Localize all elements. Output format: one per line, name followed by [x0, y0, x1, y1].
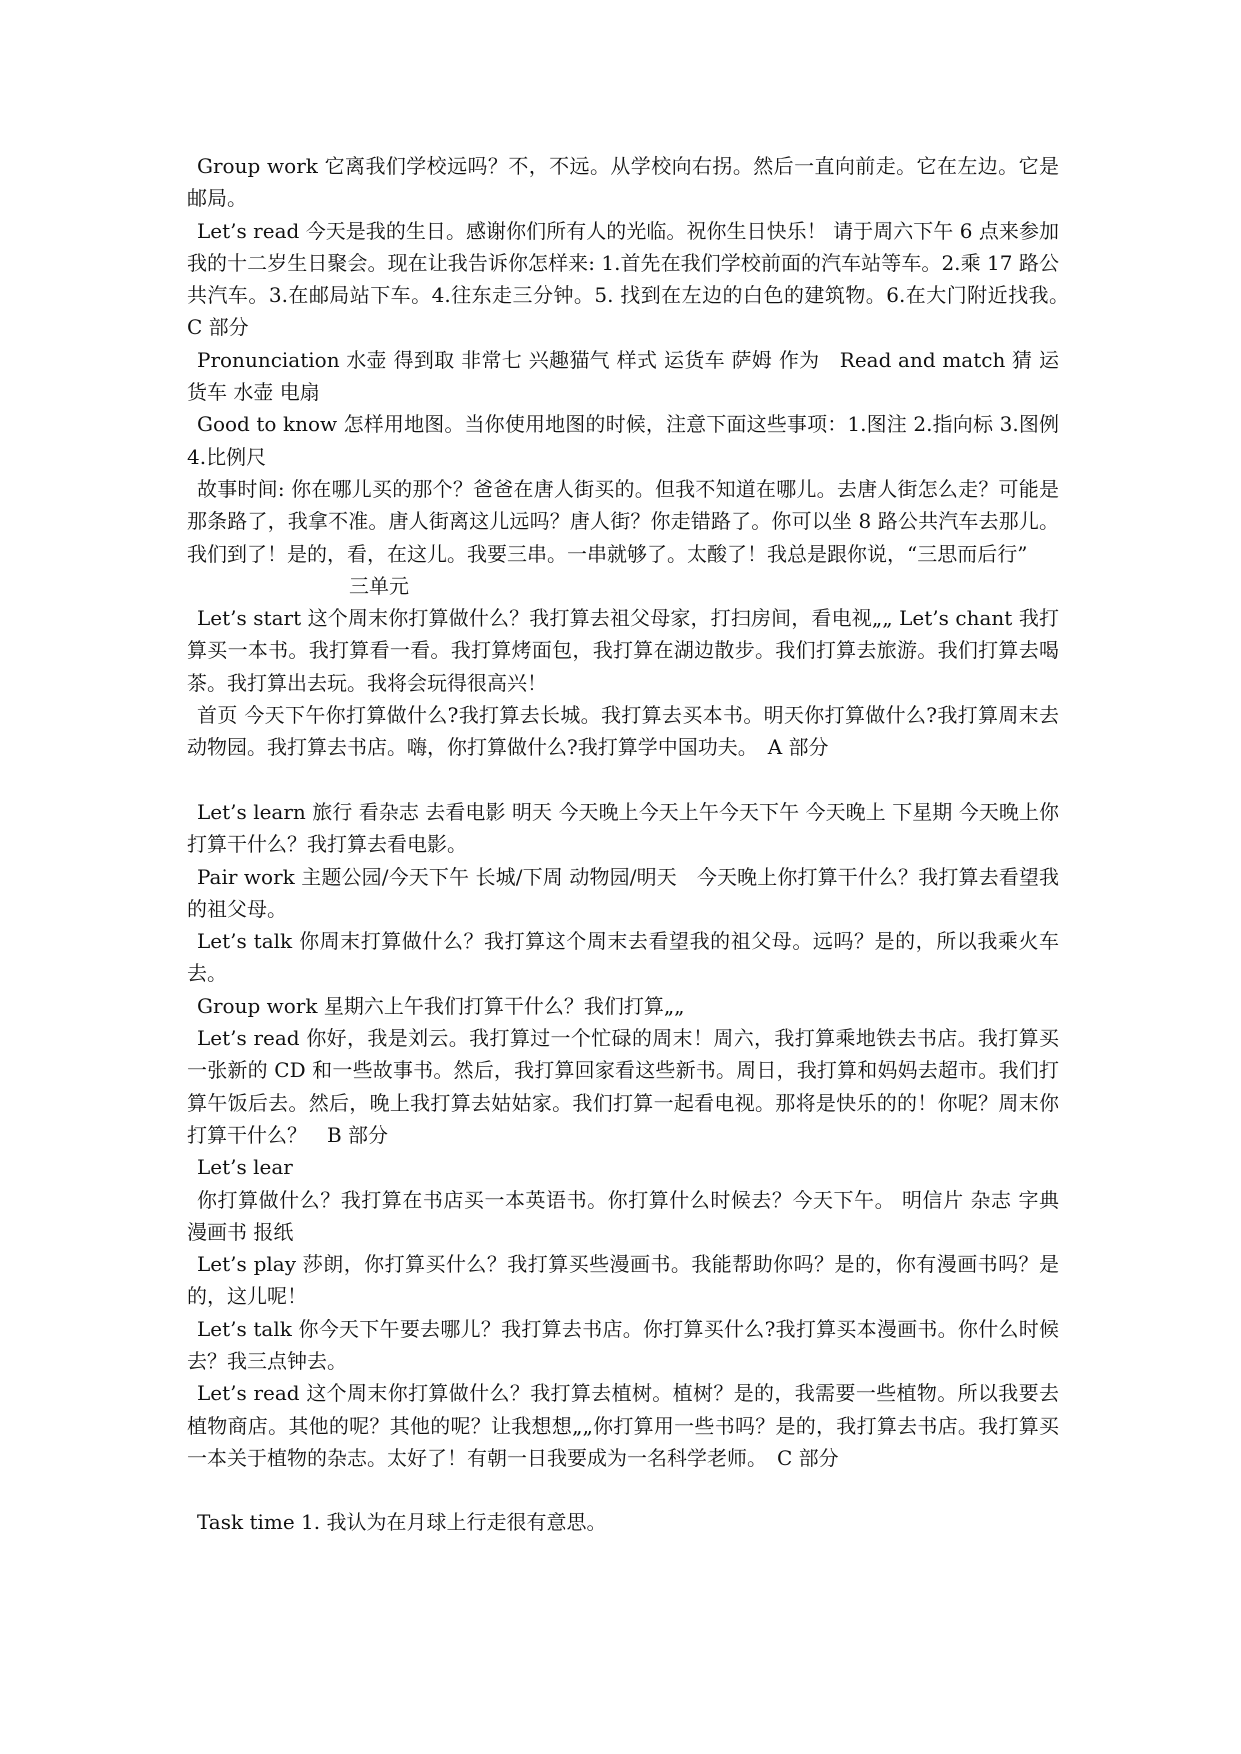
paragraph-pronunciation: Pronunciation 水壶 得到取 非常七 兴趣猫气 样式 运货车 萨姆 作为 Read and match 猜 运货车 水壶 电扇: [187, 347, 1059, 405]
paragraph-lets-talk-weekend: Let’s talk 你周末打算做什么？我打算这个周末去看望我的祖父母。远吗？是的，所以我乘火车去。: [187, 929, 1059, 986]
paragraph-lets-talk-bookstore: Let’s talk 你今天下午要去哪儿？我打算去书店。你打算买什么?我打算买本漫画书。你什么时候去？我三点钟去。: [187, 1316, 1059, 1373]
document-body: [187, 150, 1079, 1539]
blank-line: [187, 764, 1059, 796]
paragraph-lets-play: Let’s play 莎朗，你打算买什么？我打算买些漫画书。我能帮助你吗？是的，你有漫画书吗？是的，这儿呢！: [187, 1252, 1059, 1309]
paragraph-lets-start: Let’s start 这个周末你打算做什么？我打算去祖父母家，打扫房间，看电视„„ Let’s chant 我打算买一本书。我打算看一看。我打算烤面包，我打算在湖边散步。我们打算去旅游。我们打算去喝茶。我打算出去玩。我将会玩得很高兴！: [187, 606, 1059, 695]
paragraph-lets-learn: Let’s learn 旅行 看杂志 去看电影 明天 今天晚上今天上午今天下午 今天晚上 下星期 今天晚上你打算干什么？我打算去看电影。: [187, 799, 1059, 857]
paragraph-group-work-post-office: Group work 它离我们学校远吗？不，不远。从学校向右拐。然后一直向前走。它在左边。它是邮局。: [187, 154, 1059, 211]
unit-heading: 三单元: [349, 573, 409, 598]
paragraph-good-to-know: Good to know 怎样用地图。当你使用地图的时候，注意下面这些事项：1.图注 2.指向标 3.图例 4.比例尺: [187, 412, 1059, 469]
paragraph-task-time: Task time 1. 我认为在月球上行走很有意思。: [197, 1510, 607, 1535]
paragraph-group-work-saturday: Group work 星期六上午我们打算干什么？我们打算„„: [197, 993, 685, 1018]
paragraph-home-page: 首页 今天下午你打算做什么?我打算去长城。我打算去买本书。明天你打算做什么?我打算周末去动物园。我打算去书店。嗨，你打算做什么?我打算学中国功夫。 A 部分: [187, 703, 1059, 760]
blank-line: [187, 1474, 1059, 1506]
paragraph-lets-read-plants: Let’s read 这个周末你打算做什么？我打算去植树。植树？是的，我需要一些植物。所以我要去植物商店。其他的呢？其他的呢？让我想想„„你打算用一些书吗？是的，我打算去书店。我打算买一本关于植物的杂志。太好了！有朝一日我要成为一名科学老师。 C 部分: [187, 1381, 1059, 1470]
paragraph-lets-read-liu-yun: Let’s read 你好，我是刘云。我打算过一个忙碌的周末！周六，我打算乘地铁去书店。我打算买一张新的 CD 和一些故事书。然后，我打算回家看这些新书。周日，我打算和妈妈去超市。我们打算午饭后去。然后，晚上我打算去姑姑家。我们打算一起看电视。那将是快乐的的！你呢？周末你打算干什么？ B 部分: [187, 1026, 1059, 1147]
paragraph-lets-lear: Let’s lear: [197, 1155, 293, 1180]
paragraph-what-to-do: 你打算做什么？我打算在书店买一本英语书。你打算什么时候去？今天下午。 明信片 杂志 字典 漫画书 报纸: [187, 1187, 1059, 1244]
paragraph-lets-read-birthday: Let’s read 今天是我的生日。感谢你们所有人的光临。祝你生日快乐！ 请于周六下午 6 点来参加我的十二岁生日聚会。现在让我告诉你怎样来: 1.首先在我们学校前面的汽车站等车。2.乘 17 路公共汽车。3.在邮局站下车。4.往东走三分钟。5. 找到在左边的白色的建筑物。6.在大门附近找我。 C 部分: [187, 218, 1079, 340]
paragraph-story-time: 故事时间: 你在哪儿买的那个？爸爸在唐人街买的。但我不知道在哪儿。去唐人街怎么走？可能是那条路了，我拿不准。唐人街离这儿远吗？唐人街？你走错路了。你可以坐 8 路公共汽车去那儿。我们到了！是的，看，在这儿。我要三串。一串就够了。太酸了！我总是跟你说，“三思而后行”: [187, 476, 1059, 566]
paragraph-pair-work: Pair work 主题公园/今天下午 长城/下周 动物园/明天 今天晚上你打算干什么？我打算去看望我的祖父母。: [187, 864, 1059, 921]
